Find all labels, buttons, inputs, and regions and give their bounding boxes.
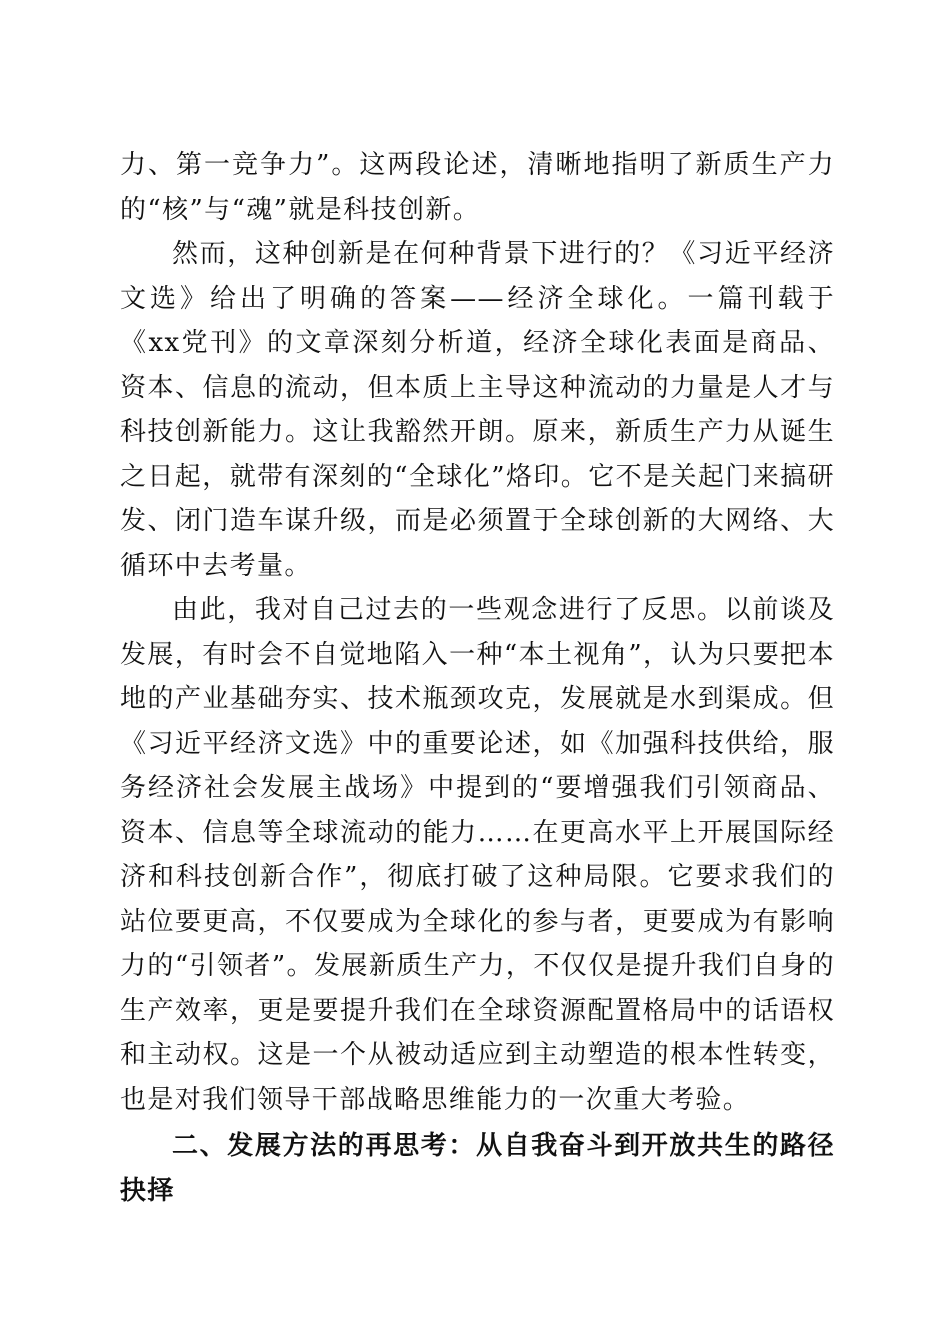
paragraph-globalization: 然而，这种创新是在何种背景下进行的？《习近平经济文选》给出了明确的答案——经济全球化。一篇刊载于《xx党刊》的文章深刻分析道，经济全球化表面是商品、资本、信息的流动，但本质上主导这种流动的力量是人才与科技创新能力。这让我豁然开朗。原来，新质生产力从诞生之日起，就带有深刻的“全球化”烙印。它不是关起门来搞研发、闭门造车谋升级，而是必须置于全球创新的大网络、大循环中去考量。 [120, 239, 835, 581]
document-body [120, 143, 835, 1213]
paragraph-continuation: 力、第一竞争力”。这两段论述，清晰地指明了新质生产力的“核”与“魂”就是科技创新。 [120, 150, 835, 225]
section-heading: 二、发展方法的再思考：从自我奋斗到开放共生的路径抉择 [120, 1131, 835, 1206]
paragraph-reflection: 由此，我对自己过去的一些观念进行了反思。以前谈及发展，有时会不自觉地陷入一种“本土视角”，认为只要把本地的产业基础夯实、技术瓶颈攻克，发展就是水到渠成。但《习近平经济文选》中的重要论述，如《加强科技供给，服务经济社会发展主战场》中提到的“要增强我们引领商品、资本、信息等全球流动的能力……在更高水平上开展国际经济和科技创新合作”，彻底打破了这种局限。它要求我们的站位要更高，不仅要成为全球化的参与者，更要成为有影响力的“引领者”。发展新质生产力，不仅仅是提升我们自身的生产效率，更是要提升我们在全球资源配置格局中的话语权和主动权。这是一个从被动适应到主动塑造的根本性转变，也是对我们领导干部战略思维能力的一次重大考验。 [120, 595, 835, 1115]
